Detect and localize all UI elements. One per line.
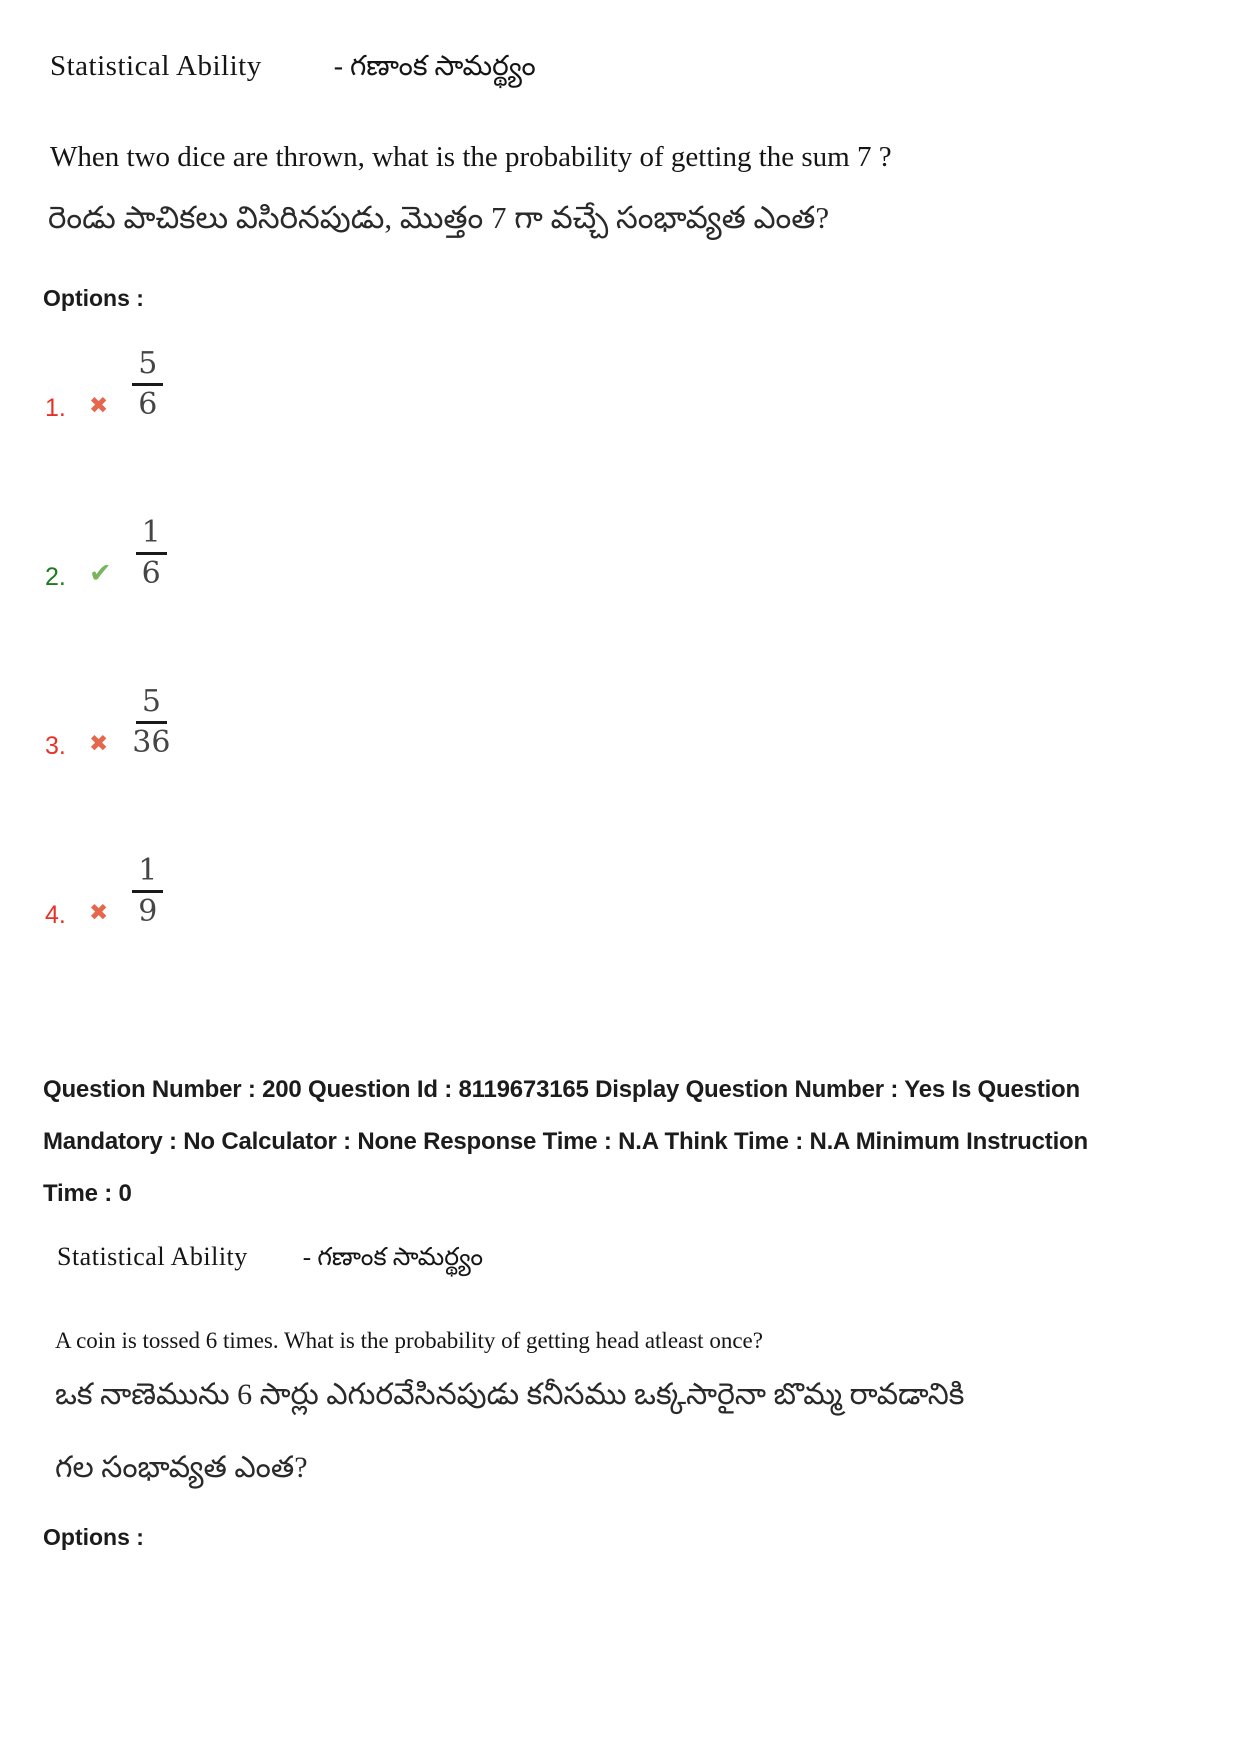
option-4-number: 4. (45, 900, 66, 929)
fraction-denominator: 6 (138, 386, 158, 422)
metadata-line-3: Time : 0 (43, 1180, 132, 1207)
question-metadata (43, 1064, 1239, 1220)
wrong-answer-icon: ✖ (89, 393, 109, 419)
question-1-text-english: When two dice are thrown, what is the probability of getting the sum 7 ? (50, 141, 892, 173)
fraction-numerator: 1 (136, 517, 167, 555)
section-title-english: Statistical Ability (50, 50, 262, 82)
section-header-2 (57, 1242, 1239, 1278)
option-1-fraction (132, 348, 163, 420)
options-label-2: Options : (43, 1524, 144, 1550)
option-row-4 (45, 855, 1239, 929)
option-1-number: 1. (45, 393, 66, 422)
question-1-text-telugu: రెండు పాచికలు విసిరినపుడు, మొత్తం 7 గా వచ్చే సంభావ్యత ఎంత? (48, 200, 830, 235)
question-1-block (0, 50, 1239, 929)
option-4-fraction (132, 855, 163, 927)
fraction-numerator: 5 (136, 686, 167, 724)
option-row-3 (45, 686, 1239, 760)
correct-answer-icon: ✔ (89, 558, 112, 589)
option-3-fraction (132, 686, 170, 758)
wrong-answer-icon: ✖ (89, 900, 109, 926)
question-2-text-telugu-line1: ఒక నాణెమును 6 సార్లు ఎగురవేసినపుడు కనీసము ఒక్కసారైనా బొమ్మ రావడానికి (55, 1378, 965, 1411)
question-2-text-telugu-line2: గల సంభావ్యత ఎంత? (55, 1451, 308, 1484)
section-header-1 (50, 50, 1239, 89)
option-row-1 (45, 348, 1239, 422)
option-3-number: 3. (45, 731, 66, 760)
fraction-denominator: 36 (132, 724, 171, 760)
options-label-1: Options : (43, 285, 144, 311)
question-2-block (0, 1242, 1239, 1551)
option-row-2 (45, 517, 1239, 591)
fraction-numerator: 5 (132, 348, 163, 386)
fraction-denominator: 9 (138, 893, 158, 929)
fraction-denominator: 6 (141, 555, 161, 591)
wrong-answer-icon: ✖ (89, 731, 109, 757)
fraction-numerator: 1 (132, 855, 163, 893)
section-title-telugu: - గణాంక సామర్థ్యం (302, 1244, 484, 1271)
question-paper-page (0, 50, 1239, 1551)
metadata-line-1: Question Number : 200 Question Id : 8119673165 Display Question Number : Yes Is Question (43, 1076, 1080, 1103)
metadata-line-2: Mandatory : No Calculator : None Response Time : N.A Think Time : N.A Minimum Instruction (43, 1128, 1088, 1155)
section-title-telugu: - గణాంక సామర్థ్యం (333, 51, 536, 82)
option-2-fraction (136, 517, 167, 589)
question-2-text-english: A coin is tossed 6 times. What is the probability of getting head atleast once? (55, 1328, 763, 1353)
section-title-english: Statistical Ability (57, 1242, 248, 1271)
option-2-number: 2. (45, 562, 66, 591)
